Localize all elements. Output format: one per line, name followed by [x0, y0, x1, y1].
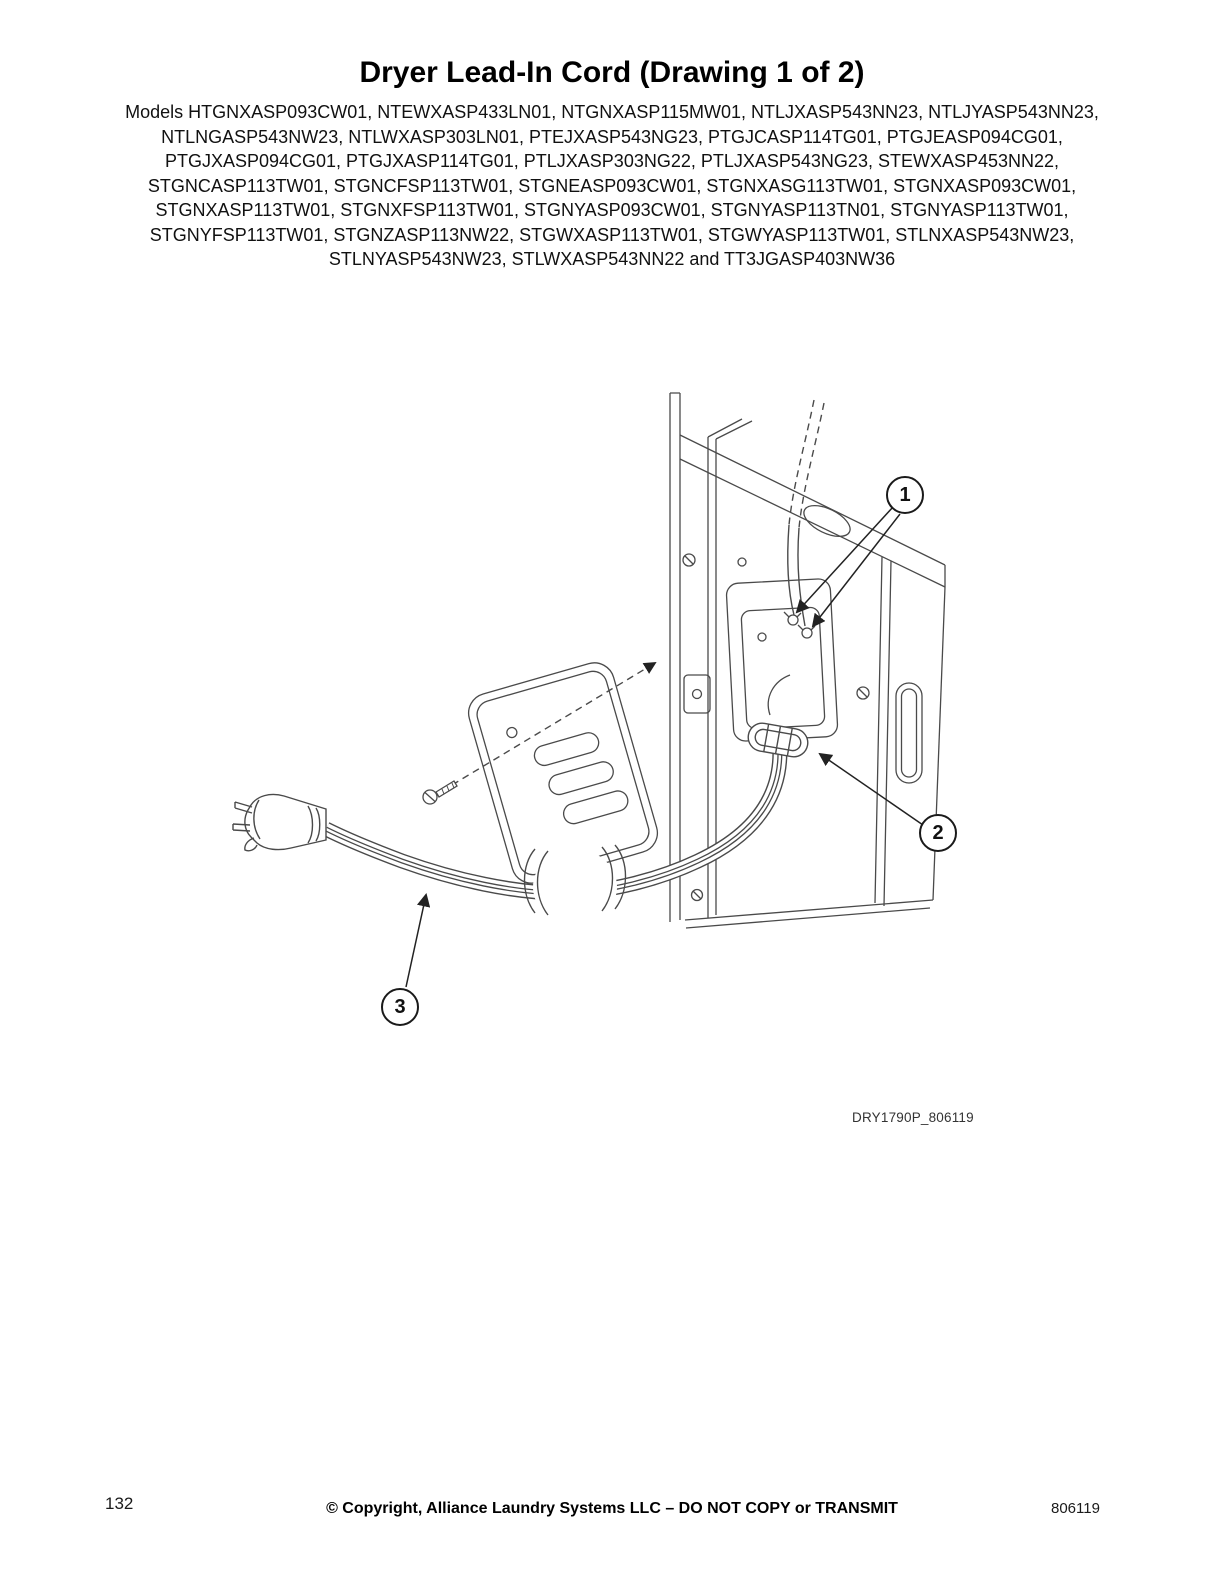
- model-list-line: STGNYFSP113TW01, STGNZASP113NW22, STGWXASP113TW01, STGWYASP113TW01, STLNXASP543NW23,: [149, 224, 1075, 245]
- model-list-line: STGNCASP113TW01, STGNCFSP113TW01, STGNEASP093CW01, STGNXASG113TW01, STGNXASP093CW01,: [147, 175, 1077, 196]
- footer-page-number: 132: [105, 1494, 134, 1513]
- model-list-line: PTGJXASP094CG01, PTGJXASP114TG01, PTLJXASP303NG22, PTLJXASP543NG23, STEWXASP453NN22,: [164, 151, 1060, 171]
- drawing-id: DRY1790P_806119: [852, 1110, 974, 1125]
- footer-document-number: 806119: [1051, 1500, 1100, 1517]
- callout-balloon-1: 1: [886, 476, 924, 514]
- terminal-fasteners: [784, 612, 815, 638]
- model-list-line: Models HTGNXASP093CW01, NTEWXASP433LN01, NTGNXASP115MW01, NTLJXASP543NN23, NTLJYASP543NN23,: [125, 102, 1099, 122]
- model-list-line: STLNYASP543NW23, STLWXASP543NN22 and TT3JGASP403NW36: [328, 249, 896, 269]
- mounting-screw: [423, 781, 457, 804]
- model-list-line: STGNXASP113TW01, STGNXFSP113TW01, STGNYASP093CW01, STGNYASP113TN01, STGNYASP113TW01,: [155, 200, 1069, 220]
- power-plug: [233, 794, 326, 850]
- callout-balloon-2: 2: [919, 814, 957, 852]
- model-list-line: NTLNGASP543NW23, NTLWXASP303LN01, PTEJXASP543NG23, PTGJCASP114TG01, PTGJEASP094CG01,: [161, 126, 1063, 147]
- cord-break-symbol: [525, 845, 626, 925]
- lead-in-cord-illustration: [230, 375, 990, 1075]
- callout-balloon-3: 3: [381, 988, 419, 1026]
- footer-copyright-notice: © Copyright, Alliance Laundry Systems LLC – DO NOT COPY or TRANSMIT: [326, 1500, 898, 1517]
- mounting-leader-line: [442, 663, 655, 791]
- page-title: Dryer Lead-In Cord (Drawing 1 of 2): [359, 56, 865, 89]
